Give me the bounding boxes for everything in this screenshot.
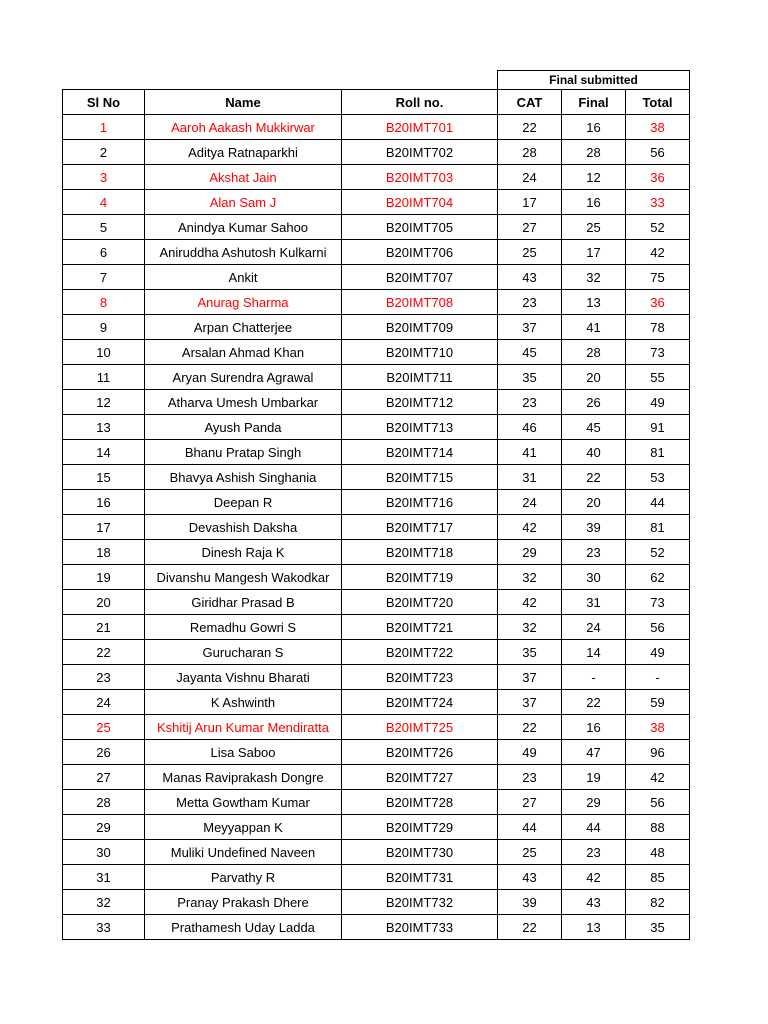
total-score-cell: 82 [626,890,690,915]
cat-score-cell: 29 [498,540,562,565]
total-score-cell: 81 [626,440,690,465]
total-score-cell: 38 [626,115,690,140]
total-score-cell: 44 [626,490,690,515]
student-name-cell: Atharva Umesh Umbarkar [145,390,342,415]
final-score-cell: 28 [562,140,626,165]
sl-no-cell: 27 [63,765,145,790]
table-row [63,715,690,740]
cat-score-cell: 42 [498,515,562,540]
cat-score-cell: 35 [498,640,562,665]
final-score-cell: 25 [562,215,626,240]
student-name-cell: K Ashwinth [145,690,342,715]
total-score-cell: 49 [626,390,690,415]
final-score-cell: 29 [562,790,626,815]
table-row [63,865,690,890]
roll-no-cell: B20IMT726 [342,740,498,765]
cat-score-cell: 23 [498,765,562,790]
total-score-cell: 59 [626,690,690,715]
cat-score-cell: 23 [498,290,562,315]
table-row [63,540,690,565]
name-header: Name [145,90,342,115]
student-name-cell: Metta Gowtham Kumar [145,790,342,815]
roll-no-cell: B20IMT711 [342,365,498,390]
final-submitted-header: Final submitted [498,71,690,90]
roll-no-cell: B20IMT730 [342,840,498,865]
total-score-cell: 73 [626,340,690,365]
cat-score-cell: 35 [498,365,562,390]
final-score-cell: 28 [562,340,626,365]
student-name-cell: Pranay Prakash Dhere [145,890,342,915]
total-score-cell: 42 [626,765,690,790]
cat-score-cell: 42 [498,590,562,615]
roll-no-header: Roll no. [342,90,498,115]
table-row [63,465,690,490]
student-name-cell: Lisa Saboo [145,740,342,765]
table-row [63,140,690,165]
total-score-cell: 48 [626,840,690,865]
student-name-cell: Aaroh Aakash Mukkirwar [145,115,342,140]
table-row [63,765,690,790]
sl-no-header: Sl No [63,90,145,115]
table-row [63,890,690,915]
total-score-cell: 55 [626,365,690,390]
final-score-cell: 40 [562,440,626,465]
table-row [63,515,690,540]
final-score-cell: 26 [562,390,626,415]
marks-sheet [62,70,690,940]
total-score-cell: - [626,665,690,690]
student-name-cell: Deepan R [145,490,342,515]
student-name-cell: Bhanu Pratap Singh [145,440,342,465]
sl-no-cell: 25 [63,715,145,740]
cat-score-cell: 32 [498,615,562,640]
final-score-cell: 44 [562,815,626,840]
total-score-cell: 53 [626,465,690,490]
roll-no-cell: B20IMT728 [342,790,498,815]
total-score-cell: 36 [626,290,690,315]
total-score-cell: 35 [626,915,690,940]
total-score-cell: 88 [626,815,690,840]
total-score-cell: 36 [626,165,690,190]
cat-score-cell: 24 [498,490,562,515]
sl-no-cell: 7 [63,265,145,290]
cat-score-cell: 43 [498,265,562,290]
roll-no-cell: B20IMT718 [342,540,498,565]
final-score-cell: 23 [562,540,626,565]
table-row [63,390,690,415]
cat-score-cell: 31 [498,465,562,490]
final-score-cell: 41 [562,315,626,340]
marks-table [62,70,690,940]
roll-no-cell: B20IMT705 [342,215,498,240]
final-header: Final [562,90,626,115]
roll-no-cell: B20IMT707 [342,265,498,290]
total-score-cell: 52 [626,540,690,565]
total-score-cell: 56 [626,790,690,815]
cat-score-cell: 22 [498,115,562,140]
total-score-cell: 56 [626,615,690,640]
student-name-cell: Parvathy R [145,865,342,890]
sl-no-cell: 13 [63,415,145,440]
roll-no-cell: B20IMT716 [342,490,498,515]
cat-score-cell: 28 [498,140,562,165]
table-row [63,915,690,940]
final-score-cell: 45 [562,415,626,440]
roll-no-cell: B20IMT725 [342,715,498,740]
roll-no-cell: B20IMT714 [342,440,498,465]
sl-no-cell: 1 [63,115,145,140]
total-header: Total [626,90,690,115]
roll-no-cell: B20IMT727 [342,765,498,790]
cat-score-cell: 44 [498,815,562,840]
cat-score-cell: 37 [498,665,562,690]
final-score-cell: 31 [562,590,626,615]
student-name-cell: Gurucharan S [145,640,342,665]
cat-score-cell: 41 [498,440,562,465]
table-row [63,665,690,690]
table-row [63,165,690,190]
student-name-cell: Anindya Kumar Sahoo [145,215,342,240]
roll-no-cell: B20IMT704 [342,190,498,215]
cat-score-cell: 17 [498,190,562,215]
sl-no-cell: 20 [63,590,145,615]
student-name-cell: Prathamesh Uday Ladda [145,915,342,940]
roll-no-cell: B20IMT723 [342,665,498,690]
student-name-cell: Dinesh Raja K [145,540,342,565]
cat-score-cell: 49 [498,740,562,765]
sl-no-cell: 2 [63,140,145,165]
roll-no-cell: B20IMT709 [342,315,498,340]
final-score-cell: 13 [562,290,626,315]
total-score-cell: 73 [626,590,690,615]
cat-score-cell: 37 [498,690,562,715]
final-score-cell: 16 [562,115,626,140]
total-score-cell: 78 [626,315,690,340]
student-name-cell: Akshat Jain [145,165,342,190]
table-row [63,815,690,840]
student-name-cell: Jayanta Vishnu Bharati [145,665,342,690]
final-score-cell: 13 [562,915,626,940]
table-row [63,115,690,140]
student-name-cell: Giridhar Prasad B [145,590,342,615]
table-row [63,615,690,640]
roll-no-cell: B20IMT729 [342,815,498,840]
cat-score-cell: 23 [498,390,562,415]
cat-header: CAT [498,90,562,115]
table-row [63,790,690,815]
student-name-cell: Meyyappan K [145,815,342,840]
table-row [63,215,690,240]
cat-score-cell: 32 [498,565,562,590]
roll-no-cell: B20IMT706 [342,240,498,265]
roll-no-cell: B20IMT715 [342,465,498,490]
group-header-spacer [63,71,498,90]
total-score-cell: 38 [626,715,690,740]
roll-no-cell: B20IMT710 [342,340,498,365]
cat-score-cell: 37 [498,315,562,340]
sl-no-cell: 14 [63,440,145,465]
sl-no-cell: 5 [63,215,145,240]
total-score-cell: 42 [626,240,690,265]
roll-no-cell: B20IMT720 [342,590,498,615]
table-row [63,640,690,665]
final-score-cell: 30 [562,565,626,590]
student-name-cell: Divanshu Mangesh Wakodkar [145,565,342,590]
total-score-cell: 96 [626,740,690,765]
final-score-cell: - [562,665,626,690]
table-row [63,840,690,865]
roll-no-cell: B20IMT712 [342,390,498,415]
sl-no-cell: 30 [63,840,145,865]
cat-score-cell: 46 [498,415,562,440]
sl-no-cell: 32 [63,890,145,915]
table-row [63,315,690,340]
table-row [63,590,690,615]
total-score-cell: 85 [626,865,690,890]
final-score-cell: 32 [562,265,626,290]
roll-no-cell: B20IMT717 [342,515,498,540]
total-score-cell: 62 [626,565,690,590]
final-score-cell: 47 [562,740,626,765]
final-score-cell: 22 [562,690,626,715]
total-score-cell: 56 [626,140,690,165]
table-row [63,190,690,215]
table-row [63,365,690,390]
student-name-cell: Manas Raviprakash Dongre [145,765,342,790]
sl-no-cell: 31 [63,865,145,890]
table-row [63,290,690,315]
roll-no-cell: B20IMT732 [342,890,498,915]
sl-no-cell: 22 [63,640,145,665]
sl-no-cell: 33 [63,915,145,940]
roll-no-cell: B20IMT701 [342,115,498,140]
sl-no-cell: 3 [63,165,145,190]
final-score-cell: 16 [562,715,626,740]
table-row [63,265,690,290]
table-row [63,740,690,765]
final-score-cell: 24 [562,615,626,640]
roll-no-cell: B20IMT719 [342,565,498,590]
student-name-cell: Ayush Panda [145,415,342,440]
sl-no-cell: 16 [63,490,145,515]
total-score-cell: 91 [626,415,690,440]
column-header-row [63,90,690,115]
roll-no-cell: B20IMT733 [342,915,498,940]
sl-no-cell: 10 [63,340,145,365]
table-row [63,490,690,515]
sl-no-cell: 18 [63,540,145,565]
table-row [63,565,690,590]
final-score-cell: 20 [562,490,626,515]
total-score-cell: 52 [626,215,690,240]
final-score-cell: 12 [562,165,626,190]
student-name-cell: Ankit [145,265,342,290]
final-score-cell: 14 [562,640,626,665]
sl-no-cell: 4 [63,190,145,215]
final-score-cell: 42 [562,865,626,890]
table-row [63,240,690,265]
cat-score-cell: 43 [498,865,562,890]
cat-score-cell: 22 [498,915,562,940]
sl-no-cell: 26 [63,740,145,765]
final-score-cell: 43 [562,890,626,915]
cat-score-cell: 22 [498,715,562,740]
table-row [63,690,690,715]
sl-no-cell: 23 [63,665,145,690]
final-score-cell: 22 [562,465,626,490]
roll-no-cell: B20IMT724 [342,690,498,715]
final-score-cell: 16 [562,190,626,215]
student-name-cell: Anurag Sharma [145,290,342,315]
cat-score-cell: 25 [498,840,562,865]
table-row [63,440,690,465]
cat-score-cell: 39 [498,890,562,915]
sl-no-cell: 17 [63,515,145,540]
sl-no-cell: 12 [63,390,145,415]
student-name-cell: Aditya Ratnaparkhi [145,140,342,165]
sl-no-cell: 28 [63,790,145,815]
total-score-cell: 33 [626,190,690,215]
student-name-cell: Bhavya Ashish Singhania [145,465,342,490]
sl-no-cell: 21 [63,615,145,640]
sl-no-cell: 19 [63,565,145,590]
total-score-cell: 81 [626,515,690,540]
sl-no-cell: 24 [63,690,145,715]
sl-no-cell: 9 [63,315,145,340]
cat-score-cell: 27 [498,790,562,815]
student-name-cell: Muliki Undefined Naveen [145,840,342,865]
final-score-cell: 19 [562,765,626,790]
roll-no-cell: B20IMT721 [342,615,498,640]
student-name-cell: Arsalan Ahmad Khan [145,340,342,365]
cat-score-cell: 25 [498,240,562,265]
cat-score-cell: 27 [498,215,562,240]
student-name-cell: Alan Sam J [145,190,342,215]
roll-no-cell: B20IMT703 [342,165,498,190]
sl-no-cell: 29 [63,815,145,840]
group-header-row [63,71,690,90]
roll-no-cell: B20IMT731 [342,865,498,890]
table-body [63,115,690,940]
sl-no-cell: 8 [63,290,145,315]
total-score-cell: 75 [626,265,690,290]
final-score-cell: 17 [562,240,626,265]
roll-no-cell: B20IMT708 [342,290,498,315]
sl-no-cell: 6 [63,240,145,265]
student-name-cell: Aniruddha Ashutosh Kulkarni [145,240,342,265]
student-name-cell: Remadhu Gowri S [145,615,342,640]
cat-score-cell: 45 [498,340,562,365]
student-name-cell: Aryan Surendra Agrawal [145,365,342,390]
final-score-cell: 20 [562,365,626,390]
table-row [63,415,690,440]
total-score-cell: 49 [626,640,690,665]
roll-no-cell: B20IMT702 [342,140,498,165]
sl-no-cell: 15 [63,465,145,490]
roll-no-cell: B20IMT722 [342,640,498,665]
student-name-cell: Devashish Daksha [145,515,342,540]
final-score-cell: 23 [562,840,626,865]
roll-no-cell: B20IMT713 [342,415,498,440]
final-score-cell: 39 [562,515,626,540]
student-name-cell: Arpan Chatterjee [145,315,342,340]
sl-no-cell: 11 [63,365,145,390]
table-row [63,340,690,365]
student-name-cell: Kshitij Arun Kumar Mendiratta [145,715,342,740]
cat-score-cell: 24 [498,165,562,190]
